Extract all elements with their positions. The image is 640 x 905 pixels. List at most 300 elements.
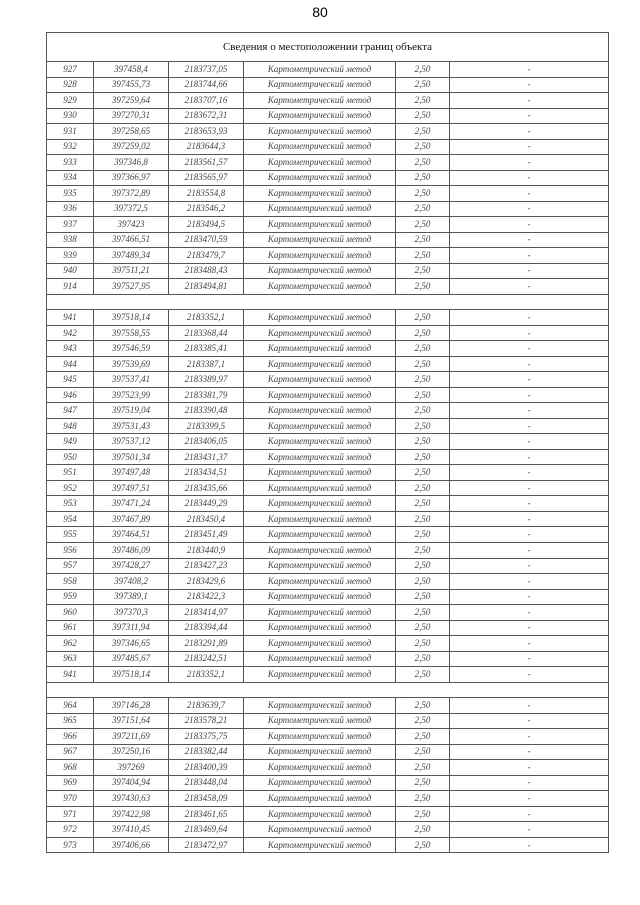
y-coordinate-cell: 2183375,75 (169, 729, 244, 745)
method-cell: Картометрический метод (244, 341, 396, 357)
x-coordinate-cell: 397258,65 (94, 124, 169, 140)
page-number: 80 (312, 4, 328, 20)
description-cell: - (450, 589, 609, 605)
y-coordinate-cell: 2183440,9 (169, 542, 244, 558)
y-coordinate-cell: 2183554,8 (169, 186, 244, 202)
x-coordinate-cell: 397366,97 (94, 170, 169, 186)
description-cell: - (450, 496, 609, 512)
x-coordinate-cell: 397511,21 (94, 263, 169, 279)
point-number-cell: 970 (47, 791, 94, 807)
accuracy-cell: 2,50 (396, 310, 450, 326)
method-cell: Картометрический метод (244, 791, 396, 807)
method-cell: Картометрический метод (244, 186, 396, 202)
x-coordinate-cell: 397489,34 (94, 248, 169, 264)
boundary-coordinates-table (46, 32, 609, 853)
table-row (47, 558, 609, 574)
point-number-cell: 969 (47, 775, 94, 791)
table-row (47, 542, 609, 558)
y-coordinate-cell: 2183385,41 (169, 341, 244, 357)
y-coordinate-cell: 2183368,44 (169, 325, 244, 341)
table-row (47, 325, 609, 341)
y-coordinate-cell: 2183472,97 (169, 837, 244, 853)
y-coordinate-cell: 2183422,3 (169, 589, 244, 605)
table-row (47, 449, 609, 465)
accuracy-cell: 2,50 (396, 620, 450, 636)
point-number-cell: 936 (47, 201, 94, 217)
point-number-cell: 929 (47, 93, 94, 109)
point-number-cell: 944 (47, 356, 94, 372)
x-coordinate-cell: 397523,99 (94, 387, 169, 403)
accuracy-cell: 2,50 (396, 186, 450, 202)
accuracy-cell: 2,50 (396, 372, 450, 388)
table-row (47, 310, 609, 326)
table-row (47, 837, 609, 853)
y-coordinate-cell: 2183470,59 (169, 232, 244, 248)
description-cell: - (450, 310, 609, 326)
x-coordinate-cell: 397346,65 (94, 636, 169, 652)
table-row (47, 791, 609, 807)
table-row (47, 744, 609, 760)
x-coordinate-cell: 397466,51 (94, 232, 169, 248)
accuracy-cell: 2,50 (396, 542, 450, 558)
accuracy-cell: 2,50 (396, 263, 450, 279)
point-number-cell: 947 (47, 403, 94, 419)
y-coordinate-cell: 2183653,93 (169, 124, 244, 140)
point-number-cell: 939 (47, 248, 94, 264)
description-cell: - (450, 387, 609, 403)
y-coordinate-cell: 2183387,1 (169, 356, 244, 372)
method-cell: Картометрический метод (244, 496, 396, 512)
method-cell: Картометрический метод (244, 356, 396, 372)
x-coordinate-cell: 397458,4 (94, 62, 169, 78)
point-number-cell: 946 (47, 387, 94, 403)
y-coordinate-cell: 2183488,43 (169, 263, 244, 279)
method-cell: Картометрический метод (244, 201, 396, 217)
table-row (47, 248, 609, 264)
method-cell: Картометрический метод (244, 403, 396, 419)
description-cell: - (450, 403, 609, 419)
accuracy-cell: 2,50 (396, 403, 450, 419)
table-row (47, 139, 609, 155)
description-cell: - (450, 667, 609, 683)
accuracy-cell: 2,50 (396, 279, 450, 295)
point-number-cell: 963 (47, 651, 94, 667)
x-coordinate-cell: 397430,63 (94, 791, 169, 807)
x-coordinate-cell: 397497,51 (94, 480, 169, 496)
accuracy-cell: 2,50 (396, 387, 450, 403)
x-coordinate-cell: 397151,64 (94, 713, 169, 729)
table-row (47, 217, 609, 233)
method-cell: Картометрический метод (244, 170, 396, 186)
accuracy-cell: 2,50 (396, 744, 450, 760)
accuracy-cell: 2,50 (396, 589, 450, 605)
point-number-cell: 954 (47, 511, 94, 527)
x-coordinate-cell: 397259,02 (94, 139, 169, 155)
table-row (47, 480, 609, 496)
method-cell: Картометрический метод (244, 248, 396, 264)
x-coordinate-cell: 397531,43 (94, 418, 169, 434)
table-row (47, 620, 609, 636)
method-cell: Картометрический метод (244, 434, 396, 450)
x-coordinate-cell: 397346,8 (94, 155, 169, 171)
y-coordinate-cell: 2183382,44 (169, 744, 244, 760)
description-cell: - (450, 527, 609, 543)
method-cell: Картометрический метод (244, 387, 396, 403)
accuracy-cell: 2,50 (396, 77, 450, 93)
table-row (47, 465, 609, 481)
point-number-cell: 965 (47, 713, 94, 729)
y-coordinate-cell: 2183744,66 (169, 77, 244, 93)
point-number-cell: 945 (47, 372, 94, 388)
point-number-cell: 940 (47, 263, 94, 279)
description-cell: - (450, 263, 609, 279)
accuracy-cell: 2,50 (396, 449, 450, 465)
x-coordinate-cell: 397519,04 (94, 403, 169, 419)
point-number-cell: 952 (47, 480, 94, 496)
table-row (47, 667, 609, 683)
accuracy-cell: 2,50 (396, 465, 450, 481)
y-coordinate-cell: 2183494,81 (169, 279, 244, 295)
accuracy-cell: 2,50 (396, 775, 450, 791)
table-row (47, 77, 609, 93)
accuracy-cell: 2,50 (396, 698, 450, 714)
method-cell: Картометрический метод (244, 837, 396, 853)
y-coordinate-cell: 2183450,4 (169, 511, 244, 527)
method-cell: Картометрический метод (244, 108, 396, 124)
point-number-cell: 956 (47, 542, 94, 558)
y-coordinate-cell: 2183494,5 (169, 217, 244, 233)
x-coordinate-cell: 397250,16 (94, 744, 169, 760)
description-cell: - (450, 465, 609, 481)
method-cell: Картометрический метод (244, 93, 396, 109)
description-cell: - (450, 698, 609, 714)
y-coordinate-cell: 2183461,65 (169, 806, 244, 822)
description-cell: - (450, 636, 609, 652)
point-number-cell: 938 (47, 232, 94, 248)
x-coordinate-cell: 397389,1 (94, 589, 169, 605)
accuracy-cell: 2,50 (396, 232, 450, 248)
method-cell: Картометрический метод (244, 651, 396, 667)
table-row (47, 527, 609, 543)
point-number-cell: 931 (47, 124, 94, 140)
y-coordinate-cell: 2183448,04 (169, 775, 244, 791)
table-row (47, 387, 609, 403)
description-cell: - (450, 822, 609, 838)
x-coordinate-cell: 397546,59 (94, 341, 169, 357)
y-coordinate-cell: 2183451,49 (169, 527, 244, 543)
table-row (47, 403, 609, 419)
method-cell: Картометрический метод (244, 465, 396, 481)
x-coordinate-cell: 397464,51 (94, 527, 169, 543)
separator-cell (47, 294, 609, 310)
accuracy-cell: 2,50 (396, 837, 450, 853)
table-row (47, 186, 609, 202)
point-number-cell: 951 (47, 465, 94, 481)
y-coordinate-cell: 2183565,97 (169, 170, 244, 186)
x-coordinate-cell: 397455,73 (94, 77, 169, 93)
x-coordinate-cell: 397485,67 (94, 651, 169, 667)
y-coordinate-cell: 2183399,5 (169, 418, 244, 434)
y-coordinate-cell: 2183291,89 (169, 636, 244, 652)
x-coordinate-cell: 397370,3 (94, 605, 169, 621)
table-row (47, 496, 609, 512)
description-cell: - (450, 806, 609, 822)
method-cell: Картометрический метод (244, 542, 396, 558)
x-coordinate-cell: 397518,14 (94, 310, 169, 326)
table-row (47, 124, 609, 140)
table-row (47, 62, 609, 78)
table-row (47, 356, 609, 372)
description-cell: - (450, 217, 609, 233)
x-coordinate-cell: 397518,14 (94, 667, 169, 683)
accuracy-cell: 2,50 (396, 713, 450, 729)
table-row (47, 511, 609, 527)
description-cell: - (450, 372, 609, 388)
table-row (47, 434, 609, 450)
table-row (47, 760, 609, 776)
point-number-cell: 943 (47, 341, 94, 357)
method-cell: Картометрический метод (244, 775, 396, 791)
x-coordinate-cell: 397467,89 (94, 511, 169, 527)
accuracy-cell: 2,50 (396, 791, 450, 807)
accuracy-cell: 2,50 (396, 139, 450, 155)
table-row (47, 232, 609, 248)
description-cell: - (450, 124, 609, 140)
description-cell: - (450, 77, 609, 93)
accuracy-cell: 2,50 (396, 496, 450, 512)
y-coordinate-cell: 2183400,39 (169, 760, 244, 776)
point-number-cell: 928 (47, 77, 94, 93)
point-number-cell: 966 (47, 729, 94, 745)
description-cell: - (450, 232, 609, 248)
table-row (47, 201, 609, 217)
point-number-cell: 930 (47, 108, 94, 124)
point-number-cell: 960 (47, 605, 94, 621)
method-cell: Картометрический метод (244, 605, 396, 621)
method-cell: Картометрический метод (244, 77, 396, 93)
table-row (47, 589, 609, 605)
method-cell: Картометрический метод (244, 620, 396, 636)
point-number-cell: 955 (47, 527, 94, 543)
y-coordinate-cell: 2183469,64 (169, 822, 244, 838)
x-coordinate-cell: 397422,98 (94, 806, 169, 822)
accuracy-cell: 2,50 (396, 558, 450, 574)
description-cell: - (450, 511, 609, 527)
x-coordinate-cell: 397558,55 (94, 325, 169, 341)
method-cell: Картометрический метод (244, 667, 396, 683)
y-coordinate-cell: 2183435,66 (169, 480, 244, 496)
method-cell: Картометрический метод (244, 263, 396, 279)
description-cell: - (450, 729, 609, 745)
separator-row (47, 682, 609, 698)
accuracy-cell: 2,50 (396, 434, 450, 450)
y-coordinate-cell: 2183381,79 (169, 387, 244, 403)
x-coordinate-cell: 397486,09 (94, 542, 169, 558)
point-number-cell: 962 (47, 636, 94, 652)
accuracy-cell: 2,50 (396, 201, 450, 217)
method-cell: Картометрический метод (244, 310, 396, 326)
accuracy-cell: 2,50 (396, 341, 450, 357)
point-number-cell: 933 (47, 155, 94, 171)
point-number-cell: 958 (47, 574, 94, 590)
point-number-cell: 953 (47, 496, 94, 512)
separator-cell (47, 682, 609, 698)
separator-row (47, 294, 609, 310)
y-coordinate-cell: 2183352,1 (169, 310, 244, 326)
point-number-cell: 941 (47, 310, 94, 326)
description-cell: - (450, 574, 609, 590)
method-cell: Картометрический метод (244, 124, 396, 140)
point-number-cell: 961 (47, 620, 94, 636)
table-row (47, 170, 609, 186)
x-coordinate-cell: 397406,66 (94, 837, 169, 853)
description-cell: - (450, 170, 609, 186)
method-cell: Картометрический метод (244, 574, 396, 590)
accuracy-cell: 2,50 (396, 729, 450, 745)
point-number-cell: 964 (47, 698, 94, 714)
x-coordinate-cell: 397146,28 (94, 698, 169, 714)
table-row (47, 822, 609, 838)
description-cell: - (450, 651, 609, 667)
x-coordinate-cell: 397372,89 (94, 186, 169, 202)
description-cell: - (450, 434, 609, 450)
x-coordinate-cell: 397408,2 (94, 574, 169, 590)
table-row (47, 636, 609, 652)
point-number-cell: 949 (47, 434, 94, 450)
method-cell: Картометрический метод (244, 729, 396, 745)
point-number-cell: 941 (47, 667, 94, 683)
point-number-cell: 967 (47, 744, 94, 760)
accuracy-cell: 2,50 (396, 93, 450, 109)
accuracy-cell: 2,50 (396, 822, 450, 838)
accuracy-cell: 2,50 (396, 124, 450, 140)
accuracy-cell: 2,50 (396, 667, 450, 683)
y-coordinate-cell: 2183394,44 (169, 620, 244, 636)
method-cell: Картометрический метод (244, 279, 396, 295)
y-coordinate-cell: 2183389,97 (169, 372, 244, 388)
y-coordinate-cell: 2183414,97 (169, 605, 244, 621)
table-row (47, 806, 609, 822)
description-cell: - (450, 791, 609, 807)
y-coordinate-cell: 2183390,48 (169, 403, 244, 419)
table-row (47, 729, 609, 745)
accuracy-cell: 2,50 (396, 248, 450, 264)
point-number-cell: 942 (47, 325, 94, 341)
description-cell: - (450, 480, 609, 496)
method-cell: Картометрический метод (244, 139, 396, 155)
accuracy-cell: 2,50 (396, 170, 450, 186)
y-coordinate-cell: 2183707,16 (169, 93, 244, 109)
description-cell: - (450, 93, 609, 109)
y-coordinate-cell: 2183434,51 (169, 465, 244, 481)
method-cell: Картометрический метод (244, 822, 396, 838)
point-number-cell: 927 (47, 62, 94, 78)
point-number-cell: 959 (47, 589, 94, 605)
accuracy-cell: 2,50 (396, 760, 450, 776)
table-row (47, 574, 609, 590)
table-row (47, 263, 609, 279)
method-cell: Картометрический метод (244, 511, 396, 527)
table-row (47, 279, 609, 295)
accuracy-cell: 2,50 (396, 511, 450, 527)
description-cell: - (450, 325, 609, 341)
accuracy-cell: 2,50 (396, 108, 450, 124)
table-row (47, 341, 609, 357)
description-cell: - (450, 558, 609, 574)
accuracy-cell: 2,50 (396, 574, 450, 590)
description-cell: - (450, 418, 609, 434)
y-coordinate-cell: 2183406,05 (169, 434, 244, 450)
accuracy-cell: 2,50 (396, 480, 450, 496)
table-row (47, 93, 609, 109)
method-cell: Картометрический метод (244, 449, 396, 465)
description-cell: - (450, 760, 609, 776)
table-row (47, 713, 609, 729)
table-row (47, 108, 609, 124)
table-row (47, 775, 609, 791)
description-cell: - (450, 713, 609, 729)
y-coordinate-cell: 2183639,7 (169, 698, 244, 714)
x-coordinate-cell: 397372,5 (94, 201, 169, 217)
table-title: Сведения о местоположении границ объекта (47, 33, 609, 62)
method-cell: Картометрический метод (244, 217, 396, 233)
method-cell: Картометрический метод (244, 589, 396, 605)
point-number-cell: 932 (47, 139, 94, 155)
description-cell: - (450, 356, 609, 372)
x-coordinate-cell: 397269 (94, 760, 169, 776)
method-cell: Картометрический метод (244, 698, 396, 714)
y-coordinate-cell: 2183479,7 (169, 248, 244, 264)
accuracy-cell: 2,50 (396, 605, 450, 621)
y-coordinate-cell: 2183352,1 (169, 667, 244, 683)
point-number-cell: 968 (47, 760, 94, 776)
method-cell: Картометрический метод (244, 155, 396, 171)
point-number-cell: 948 (47, 418, 94, 434)
accuracy-cell: 2,50 (396, 527, 450, 543)
accuracy-cell: 2,50 (396, 636, 450, 652)
x-coordinate-cell: 397537,41 (94, 372, 169, 388)
accuracy-cell: 2,50 (396, 217, 450, 233)
accuracy-cell: 2,50 (396, 418, 450, 434)
accuracy-cell: 2,50 (396, 62, 450, 78)
description-cell: - (450, 775, 609, 791)
y-coordinate-cell: 2183672,31 (169, 108, 244, 124)
y-coordinate-cell: 2183449,29 (169, 496, 244, 512)
point-number-cell: 972 (47, 822, 94, 838)
point-number-cell: 935 (47, 186, 94, 202)
x-coordinate-cell: 397539,69 (94, 356, 169, 372)
description-cell: - (450, 155, 609, 171)
x-coordinate-cell: 397423 (94, 217, 169, 233)
point-number-cell: 914 (47, 279, 94, 295)
y-coordinate-cell: 2183427,23 (169, 558, 244, 574)
x-coordinate-cell: 397471,24 (94, 496, 169, 512)
point-number-cell: 950 (47, 449, 94, 465)
table-row (47, 698, 609, 714)
description-cell: - (450, 837, 609, 853)
x-coordinate-cell: 397428,27 (94, 558, 169, 574)
x-coordinate-cell: 397270,31 (94, 108, 169, 124)
accuracy-cell: 2,50 (396, 651, 450, 667)
point-number-cell: 934 (47, 170, 94, 186)
x-coordinate-cell: 397311,94 (94, 620, 169, 636)
method-cell: Картометрический метод (244, 232, 396, 248)
table-title-row (47, 33, 609, 62)
y-coordinate-cell: 2183242,51 (169, 651, 244, 667)
y-coordinate-cell: 2183458,09 (169, 791, 244, 807)
y-coordinate-cell: 2183578,21 (169, 713, 244, 729)
description-cell: - (450, 620, 609, 636)
